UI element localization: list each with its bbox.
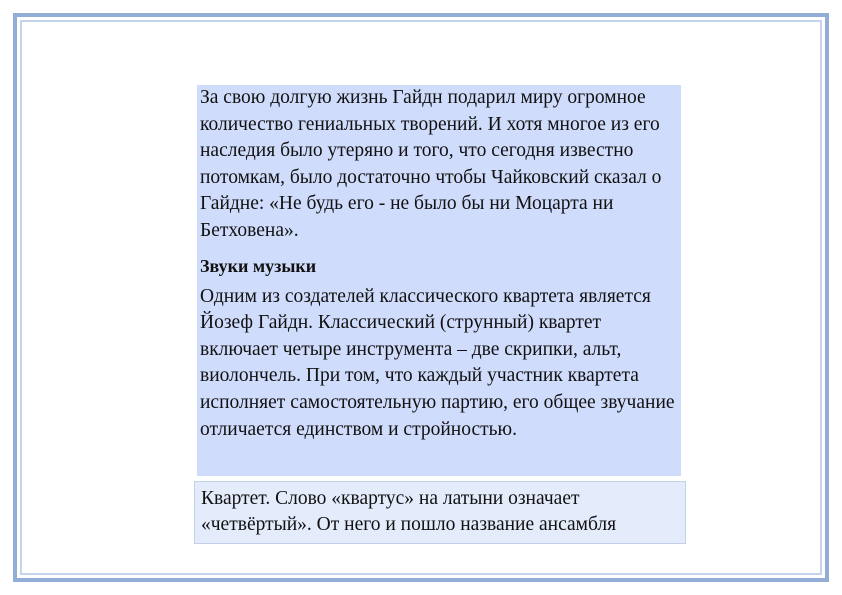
main-text-block bbox=[197, 85, 681, 476]
note-text: Квартет. Слово «квартус» на латыни означает «четвёртый». От него и пошло название ансамбля bbox=[201, 488, 617, 535]
note-block bbox=[194, 481, 686, 544]
section-heading: Звуки музыки bbox=[200, 255, 317, 276]
intro-paragraph: За свою долгую жизнь Гайдн подарил миру огромное количество гениальных творений. И хотя многое из его наследия было утеряно и того, что сегодня известно потомкам, было достаточно чтобы Чайковский сказал о Гайдне: «Не будь его - не было бы ни Моцарта ни Бетховена». bbox=[200, 87, 662, 241]
section-paragraph: Одним из создателей классического квартета является Йозеф Гайдн. Классический (струнный) квартет включает четыре инструмента – две скрипки, альт, виолончель. При том, что каждый участник квартета исполняет самостоятельную партию, его общее звучание отличается единством и стройностью. bbox=[200, 285, 675, 440]
